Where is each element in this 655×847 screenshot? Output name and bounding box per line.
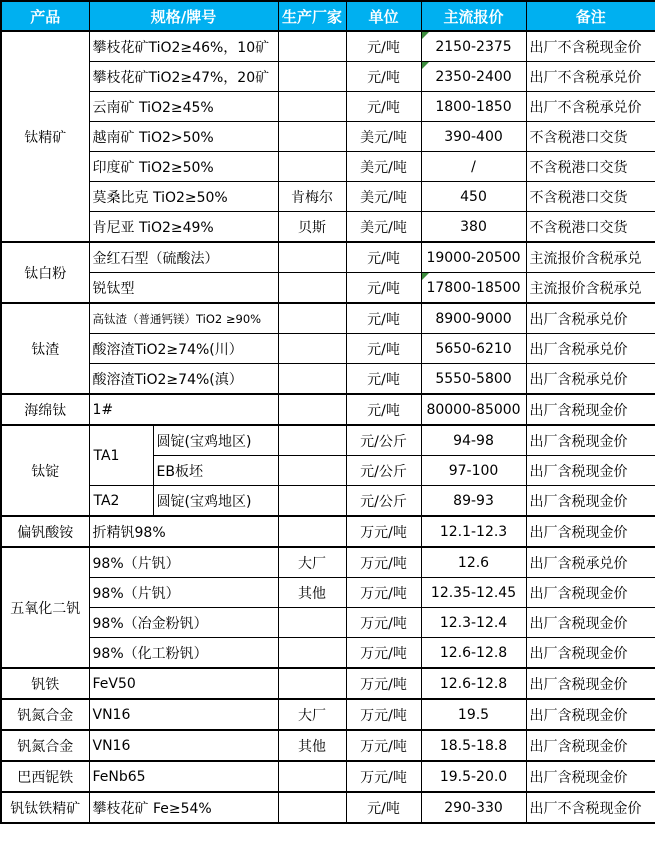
cell-price: 12.3-12.4	[421, 608, 526, 638]
cell-unit: 元/吨	[346, 394, 421, 425]
cell-spec-form: 圆锭(宝鸡地区)	[153, 486, 278, 517]
column-header-unit: 单位	[346, 1, 421, 31]
cell-product: 钒氮合金	[1, 699, 89, 730]
cell-unit: 元/吨	[346, 242, 421, 273]
cell-spec: 98%（化工粉钒）	[89, 638, 278, 669]
table-row	[1, 273, 655, 304]
cell-grade: TA2	[89, 486, 153, 517]
cell-unit: 元/吨	[346, 364, 421, 395]
cell-spec: 印度矿 TiO2≥50%	[89, 152, 278, 182]
cell-unit: 元/吨	[346, 31, 421, 62]
table-row	[1, 152, 655, 182]
table-row	[1, 303, 655, 334]
cell-spec: 莫桑比克 TiO2≥50%	[89, 182, 278, 212]
cell-spec: VN16	[89, 730, 278, 761]
cell-unit: 元/吨	[346, 62, 421, 92]
cell-price: 5550-5800	[421, 364, 526, 395]
cell-maker	[278, 516, 346, 547]
cell-product: 钒铁	[1, 668, 89, 699]
column-header-note: 备注	[526, 1, 655, 31]
cell-note: 主流报价含税承兑	[526, 273, 655, 304]
cell-note: 出厂含税现金价	[526, 668, 655, 699]
cell-unit: 元/公斤	[346, 486, 421, 517]
cell-maker: 大厂	[278, 547, 346, 578]
cell-price: 390-400	[421, 122, 526, 152]
cell-note: 不含税港口交货	[526, 152, 655, 182]
cell-unit: 元/公斤	[346, 456, 421, 486]
cell-product: 钛白粉	[1, 242, 89, 303]
cell-maker	[278, 242, 346, 273]
cell-unit: 万元/吨	[346, 547, 421, 578]
cell-spec: FeV50	[89, 668, 278, 699]
table-row	[1, 242, 655, 273]
table-row	[1, 92, 655, 122]
cell-maker	[278, 638, 346, 669]
table-row	[1, 792, 655, 823]
cell-maker	[278, 486, 346, 517]
cell-price: 19000-20500	[421, 242, 526, 273]
cell-price: 19.5	[421, 699, 526, 730]
column-header-product: 产品	[1, 1, 89, 31]
cell-spec: 折精钒98%	[89, 516, 278, 547]
cell-maker: 贝斯	[278, 212, 346, 243]
cell-note: 出厂含税承兑价	[526, 364, 655, 395]
cell-maker	[278, 152, 346, 182]
cell-price: 5650-6210	[421, 334, 526, 364]
table-row	[1, 761, 655, 792]
table-row	[1, 122, 655, 152]
cell-product: 钛渣	[1, 303, 89, 394]
cell-maker: 其他	[278, 730, 346, 761]
cell-price: 2350-2400	[421, 62, 526, 92]
cell-product: 钛精矿	[1, 31, 89, 242]
cell-price: 80000-85000	[421, 394, 526, 425]
cell-product: 钛锭	[1, 425, 89, 516]
cell-note: 不含税港口交货	[526, 182, 655, 212]
cell-note: 出厂含税现金价	[526, 394, 655, 425]
cell-note: 出厂含税现金价	[526, 730, 655, 761]
cell-note: 出厂含税现金价	[526, 456, 655, 486]
column-header-maker: 生产厂家	[278, 1, 346, 31]
cell-unit: 美元/吨	[346, 122, 421, 152]
cell-unit: 元/吨	[346, 334, 421, 364]
cell-product: 海绵钛	[1, 394, 89, 425]
cell-unit: 万元/吨	[346, 730, 421, 761]
cell-spec: 金红石型（硫酸法）	[89, 242, 278, 273]
table-row	[1, 212, 655, 243]
cell-maker: 肯梅尔	[278, 182, 346, 212]
cell-maker	[278, 273, 346, 304]
cell-spec: 酸溶渣TiO2≥74%(川）	[89, 334, 278, 364]
cell-note: 出厂含税现金价	[526, 486, 655, 517]
cell-price: 12.35-12.45	[421, 578, 526, 608]
cell-note: 出厂不含税承兑价	[526, 62, 655, 92]
table-row	[1, 486, 655, 517]
cell-spec: 攀枝花矿TiO2≥46%，10矿	[89, 31, 278, 62]
cell-note: 不含税港口交货	[526, 122, 655, 152]
cell-maker	[278, 608, 346, 638]
cell-unit: 万元/吨	[346, 638, 421, 669]
cell-spec: 云南矿 TiO2≥45%	[89, 92, 278, 122]
cell-maker	[278, 394, 346, 425]
cell-maker	[278, 425, 346, 456]
cell-spec-form: EB板坯	[153, 456, 278, 486]
cell-unit: 万元/吨	[346, 699, 421, 730]
table-row	[1, 638, 655, 669]
table-row	[1, 668, 655, 699]
cell-maker	[278, 31, 346, 62]
table-row	[1, 608, 655, 638]
cell-spec: FeNb65	[89, 761, 278, 792]
cell-unit: 万元/吨	[346, 761, 421, 792]
table-header-row	[1, 1, 655, 31]
cell-price: 12.6-12.8	[421, 638, 526, 669]
table-row	[1, 578, 655, 608]
cell-spec: 肯尼亚 TiO2≥49%	[89, 212, 278, 243]
cell-maker	[278, 668, 346, 699]
cell-maker	[278, 92, 346, 122]
cell-price: 89-93	[421, 486, 526, 517]
cell-product: 钒钛铁精矿	[1, 792, 89, 823]
cell-price: 8900-9000	[421, 303, 526, 334]
comment-flag-triangle-icon	[422, 62, 429, 69]
cell-spec: 1#	[89, 394, 278, 425]
cell-spec: 98%（片钒）	[89, 578, 278, 608]
cell-price: 450	[421, 182, 526, 212]
cell-maker: 大厂	[278, 699, 346, 730]
cell-unit: 元/吨	[346, 303, 421, 334]
cell-spec: 98%（冶金粉钒）	[89, 608, 278, 638]
cell-product: 巴西铌铁	[1, 761, 89, 792]
cell-maker	[278, 456, 346, 486]
table-row	[1, 394, 655, 425]
cell-unit: 万元/吨	[346, 668, 421, 699]
cell-product: 偏钒酸铵	[1, 516, 89, 547]
column-header-price: 主流报价	[421, 1, 526, 31]
table-row	[1, 547, 655, 578]
cell-product: 五氧化二钒	[1, 547, 89, 668]
cell-maker	[278, 792, 346, 823]
cell-unit: 美元/吨	[346, 182, 421, 212]
cell-unit: 元/公斤	[346, 425, 421, 456]
cell-note: 出厂含税现金价	[526, 761, 655, 792]
table-row	[1, 425, 655, 456]
cell-note: 出厂含税现金价	[526, 638, 655, 669]
cell-price: 94-98	[421, 425, 526, 456]
cell-spec: 98%（片钒）	[89, 547, 278, 578]
comment-flag-triangle-icon	[422, 273, 429, 280]
cell-price: 290-330	[421, 792, 526, 823]
cell-maker	[278, 303, 346, 334]
table-row	[1, 516, 655, 547]
table-row	[1, 699, 655, 730]
cell-unit: 美元/吨	[346, 152, 421, 182]
comment-flag-triangle-icon	[422, 32, 429, 39]
table-row	[1, 334, 655, 364]
cell-unit: 元/吨	[346, 792, 421, 823]
cell-note: 出厂含税承兑价	[526, 303, 655, 334]
cell-price: 12.6-12.8	[421, 668, 526, 699]
table-row	[1, 364, 655, 395]
cell-spec: 攀枝花矿TiO2≥47%，20矿	[89, 62, 278, 92]
column-header-spec: 规格/牌号	[89, 1, 278, 31]
cell-price: 19.5-20.0	[421, 761, 526, 792]
cell-note: 出厂含税现金价	[526, 608, 655, 638]
cell-note: 出厂不含税承兑价	[526, 92, 655, 122]
cell-price: /	[421, 152, 526, 182]
cell-note: 出厂含税现金价	[526, 578, 655, 608]
cell-spec: 攀枝花矿 Fe≥54%	[89, 792, 278, 823]
cell-maker	[278, 62, 346, 92]
cell-price: 12.6	[421, 547, 526, 578]
cell-note: 出厂含税承兑价	[526, 547, 655, 578]
cell-note: 出厂不含税现金价	[526, 31, 655, 62]
table-row	[1, 31, 655, 62]
table-row	[1, 182, 655, 212]
cell-maker	[278, 122, 346, 152]
cell-unit: 万元/吨	[346, 516, 421, 547]
cell-price: 1800-1850	[421, 92, 526, 122]
cell-price: 97-100	[421, 456, 526, 486]
cell-spec-form: 圆锭(宝鸡地区)	[153, 425, 278, 456]
cell-note: 出厂不含税现金价	[526, 792, 655, 823]
cell-spec: 高钛渣（普通钙镁）TiO2 ≥90%	[89, 303, 278, 334]
cell-spec: VN16	[89, 699, 278, 730]
cell-note: 出厂含税现金价	[526, 516, 655, 547]
cell-maker	[278, 761, 346, 792]
cell-note: 出厂含税承兑价	[526, 334, 655, 364]
cell-unit: 万元/吨	[346, 578, 421, 608]
cell-maker	[278, 364, 346, 395]
cell-price: 17800-18500	[421, 273, 526, 304]
cell-product: 钒氮合金	[1, 730, 89, 761]
cell-note: 不含税港口交货	[526, 212, 655, 243]
cell-unit: 美元/吨	[346, 212, 421, 243]
cell-spec: 酸溶渣TiO2≥74%(滇）	[89, 364, 278, 395]
cell-price: 2150-2375	[421, 31, 526, 62]
cell-maker: 其他	[278, 578, 346, 608]
cell-price: 12.1-12.3	[421, 516, 526, 547]
cell-spec: 锐钛型	[89, 273, 278, 304]
cell-unit: 元/吨	[346, 273, 421, 304]
table-row	[1, 62, 655, 92]
cell-maker	[278, 334, 346, 364]
cell-note: 出厂含税现金价	[526, 425, 655, 456]
cell-spec: 越南矿 TiO2>50%	[89, 122, 278, 152]
cell-unit: 万元/吨	[346, 608, 421, 638]
cell-grade: TA1	[89, 425, 153, 486]
cell-price: 380	[421, 212, 526, 243]
cell-note: 出厂含税现金价	[526, 699, 655, 730]
cell-unit: 元/吨	[346, 92, 421, 122]
cell-note: 主流报价含税承兑	[526, 242, 655, 273]
table-row	[1, 730, 655, 761]
cell-price: 18.5-18.8	[421, 730, 526, 761]
